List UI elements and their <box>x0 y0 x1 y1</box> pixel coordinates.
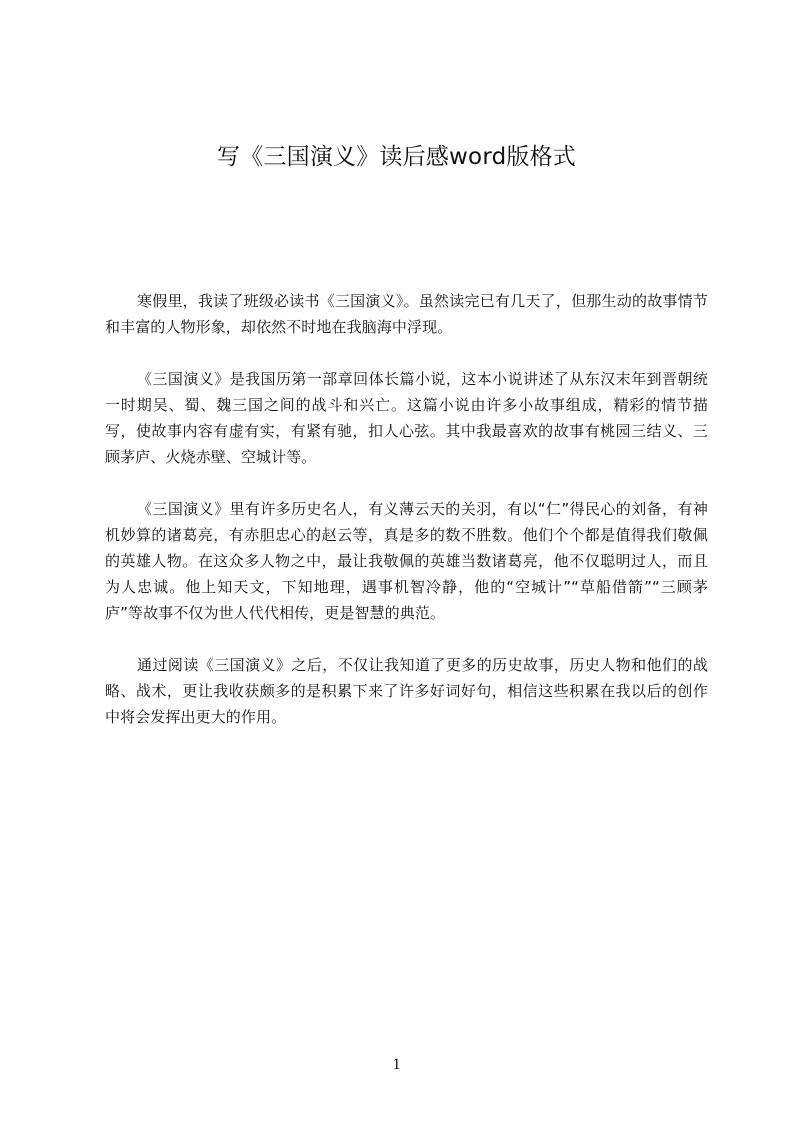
document-body <box>105 288 708 756</box>
document-title: 写《三国演义》读后感word版格式 <box>217 144 576 170</box>
paragraph-1: 寒假里，我读了班级必读书《三国演义》。虽然读完已有几天了，但那生动的故事情节和丰富的人物形象，却依然不时地在我脑海中浮现。 <box>105 292 708 336</box>
paragraph-4: 通过阅读《三国演义》之后，不仅让我知道了更多的历史故事，历史人物和他们的战略、战术，更让我收获颇多的是积累下来了许多好词好句，相信这些积累在我以后的创作中将会发挥出更大的作用。 <box>105 656 708 726</box>
paragraph-3: 《三国演义》里有许多历史名人，有义薄云天的关羽，有以“仁”得民心的刘备，有神机妙算的诸葛亮，有赤胆忠心的赵云等，真是多的数不胜数。他们个个都是值得我们敬佩的英雄人物。在这众多人物之中，最让我敬佩的英雄当数诸葛亮，他不仅聪明过人，而且为人忠诚。他上知天文，下知地理，遇事机智冷静，他的“空城计”“草船借箭”“三顾茅庐”等故事不仅为世人代代相传，更是智慧的典范。 <box>105 500 708 622</box>
paragraph-2: 《三国演义》是我国历第一部章回体长篇小说，这本小说讲述了从东汉末年到晋朝统一时期吴、蜀、魏三国之间的战斗和兴亡。这篇小说由许多小故事组成，精彩的情节描写，使故事内容有虚有实，有紧有驰，扣人心弦。其中我最喜欢的故事有桃园三结义、三顾茅庐、火烧赤壁、空城计等。 <box>105 370 708 466</box>
page-number: 1 <box>392 1056 401 1073</box>
